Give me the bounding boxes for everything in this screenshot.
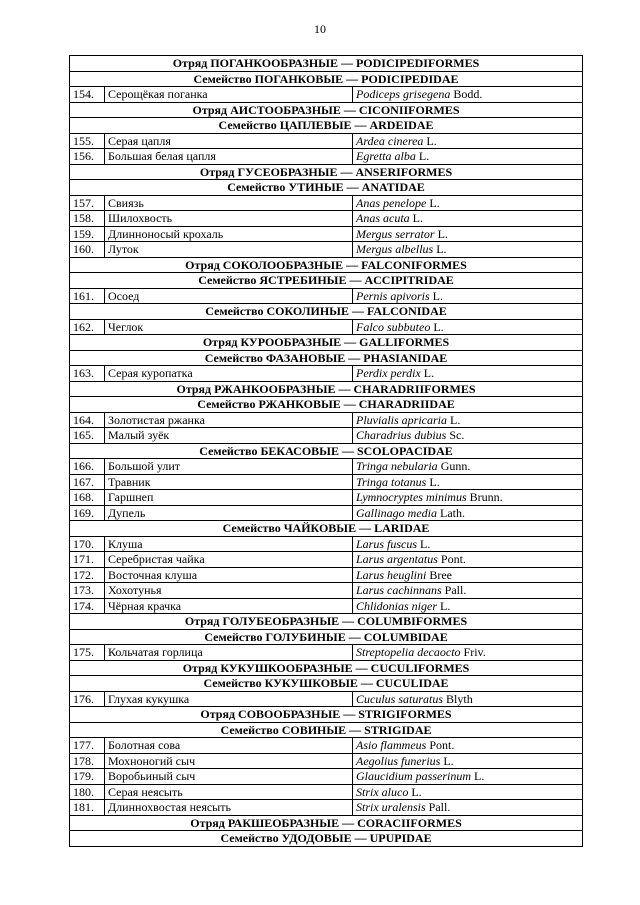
species-latin-cell (353, 753, 583, 769)
species-russian-name: Большая белая цапля (105, 149, 353, 165)
family-heading: Семейство СОКОЛИНЫЕ — FALCONIDAE (70, 304, 583, 320)
species-number: 176. (70, 691, 105, 707)
species-author: L. (471, 769, 485, 784)
species-author: L. (429, 288, 444, 303)
species-row (70, 505, 583, 521)
species-latin-cell (353, 87, 583, 103)
species-latin-name: Lymnocryptes minimus (356, 490, 467, 505)
order-heading: Отряд КУРООБРАЗНЫЕ — GALLIFORMES (70, 335, 583, 351)
species-latin-cell (353, 412, 583, 428)
family-heading-row (70, 118, 583, 134)
species-latin-cell (353, 195, 583, 211)
species-author: L. (430, 319, 444, 334)
species-latin-name: Larus heuglini (356, 567, 427, 582)
species-number: 157. (70, 195, 105, 211)
species-russian-name: Серая неясыть (105, 784, 353, 800)
family-heading: Семейство БЕКАСОВЫЕ — SCOLOPACIDAE (70, 443, 583, 459)
order-heading-row (70, 56, 583, 72)
species-latin-name: Anas penelope (356, 195, 427, 210)
species-latin-name: Strix uralensis (356, 800, 426, 815)
species-latin-cell (353, 474, 583, 490)
species-row (70, 738, 583, 754)
species-latin-name: Falco subbuteo (356, 319, 431, 334)
species-author: L. (423, 133, 437, 148)
family-heading-row (70, 676, 583, 692)
species-row (70, 567, 583, 583)
species-number: 163. (70, 366, 105, 382)
order-heading: Отряд РАКШЕОБРАЗНЫЕ — CORACIIFORMES (70, 815, 583, 831)
order-heading-row (70, 102, 583, 118)
family-heading: Семейство УТИНЫЕ — ANATIDAE (70, 180, 583, 196)
species-number: 162. (70, 319, 105, 335)
species-number: 167. (70, 474, 105, 490)
species-row (70, 412, 583, 428)
species-russian-name: Кольчатая горлица (105, 645, 353, 661)
species-number: 175. (70, 645, 105, 661)
species-russian-name: Чеглок (105, 319, 353, 335)
family-heading: Семейство КУКУШКОВЫЕ — CUCULIDAE (70, 676, 583, 692)
species-row (70, 195, 583, 211)
species-number: 181. (70, 800, 105, 816)
species-author: Gunn. (437, 459, 471, 474)
species-row (70, 645, 583, 661)
species-russian-name: Серощёкая поганка (105, 87, 353, 103)
page-number: 10 (314, 22, 326, 36)
family-heading-row (70, 397, 583, 413)
species-latin-name: Larus cachinnans (356, 583, 442, 598)
species-author: Pont. (437, 552, 466, 567)
species-author: Pont. (426, 738, 455, 753)
species-latin-name: Tringa nebularia (356, 459, 438, 474)
species-russian-name: Длиннохвостая неясыть (105, 800, 353, 816)
species-latin-name: Mergus serrator (356, 226, 435, 241)
species-row (70, 242, 583, 258)
order-heading: Отряд ГУСЕОБРАЗНЫЕ — ANSERIFORMES (70, 164, 583, 180)
species-number: 174. (70, 598, 105, 614)
order-heading: Отряд КУКУШКООБРАЗНЫЕ — CUCULIFORMES (70, 660, 583, 676)
species-latin-cell (353, 567, 583, 583)
species-latin-name: Perdix perdix (356, 366, 421, 381)
species-latin-cell (353, 319, 583, 335)
species-row (70, 288, 583, 304)
species-latin-cell (353, 769, 583, 785)
order-heading-row (70, 660, 583, 676)
species-number: 165. (70, 428, 105, 444)
species-row (70, 800, 583, 816)
species-row (70, 552, 583, 568)
species-latin-name: Egretta alba (356, 149, 416, 164)
species-russian-name: Малый зуёк (105, 428, 353, 444)
family-heading: Семейство ЦАПЛЕВЫЕ — ARDEIDAE (70, 118, 583, 134)
species-author: L. (440, 753, 454, 768)
family-heading: Семейство ЧАЙКОВЫЕ — LARIDAE (70, 521, 583, 537)
order-heading-row (70, 257, 583, 273)
species-latin-cell (353, 505, 583, 521)
order-heading: Отряд ПОГАНКООБРАЗНЫЕ — PODICIPEDIFORMES (70, 56, 583, 72)
species-latin-cell (353, 242, 583, 258)
species-latin-cell (353, 583, 583, 599)
species-russian-name: Глухая кукушка (105, 691, 353, 707)
species-russian-name: Длинноносый крохаль (105, 226, 353, 242)
species-author: L. (437, 598, 451, 613)
species-author: L. (426, 195, 440, 210)
species-author: L. (434, 226, 448, 241)
species-number: 171. (70, 552, 105, 568)
species-table-body (70, 56, 583, 847)
species-russian-name: Шилохвость (105, 211, 353, 227)
species-latin-cell (353, 459, 583, 475)
species-latin-cell (353, 226, 583, 242)
family-heading-row (70, 722, 583, 738)
species-number: 159. (70, 226, 105, 242)
species-russian-name: Серая цапля (105, 133, 353, 149)
species-latin-cell (353, 691, 583, 707)
species-latin-name: Charadrius dubius (356, 428, 447, 443)
species-number: 178. (70, 753, 105, 769)
species-row (70, 366, 583, 382)
species-russian-name: Гаршнеп (105, 490, 353, 506)
species-author: Lath. (437, 505, 465, 520)
species-author: L. (417, 536, 431, 551)
species-row (70, 474, 583, 490)
species-latin-name: Mergus albellus (356, 242, 434, 257)
species-russian-name: Луток (105, 242, 353, 258)
species-number: 158. (70, 211, 105, 227)
species-latin-cell (353, 366, 583, 382)
species-latin-name: Larus fuscus (356, 536, 418, 551)
species-russian-name: Чёрная крачка (105, 598, 353, 614)
species-russian-name: Мохноногий сыч (105, 753, 353, 769)
species-number: 155. (70, 133, 105, 149)
species-number: 161. (70, 288, 105, 304)
species-russian-name: Болотная сова (105, 738, 353, 754)
species-latin-name: Streptopelia decaocto (356, 645, 461, 660)
species-table (69, 55, 583, 847)
species-russian-name: Свиязь (105, 195, 353, 211)
family-heading-row (70, 273, 583, 289)
species-latin-name: Asio flammeus (356, 738, 427, 753)
species-russian-name: Травник (105, 474, 353, 490)
species-russian-name: Воробьиный сыч (105, 769, 353, 785)
family-heading-row (70, 443, 583, 459)
species-row (70, 459, 583, 475)
family-heading-row (70, 831, 583, 847)
species-author: Friv. (460, 645, 486, 660)
species-row (70, 133, 583, 149)
order-heading-row (70, 335, 583, 351)
species-latin-name: Pernis apivoris (356, 288, 430, 303)
family-heading: Семейство ПОГАНКОВЫЕ — PODICIPEDIDAE (70, 71, 583, 87)
species-latin-cell (353, 133, 583, 149)
species-russian-name: Осоед (105, 288, 353, 304)
species-author: Pall. (441, 583, 467, 598)
species-row (70, 149, 583, 165)
species-latin-cell (353, 490, 583, 506)
species-row (70, 583, 583, 599)
family-heading: Семейство ЯСТРЕБИНЫЕ — ACCIPITRIDAE (70, 273, 583, 289)
species-number: 164. (70, 412, 105, 428)
species-author: L. (447, 412, 461, 427)
order-heading: Отряд ГОЛУБЕОБРАЗНЫЕ — COLUMBIFORMES (70, 614, 583, 630)
species-latin-name: Podiceps grisegena (356, 87, 451, 102)
species-number: 173. (70, 583, 105, 599)
species-latin-name: Tringa totanus (356, 474, 427, 489)
species-number: 169. (70, 505, 105, 521)
species-latin-cell (353, 211, 583, 227)
family-heading-row (70, 521, 583, 537)
species-row (70, 536, 583, 552)
species-author: Sc. (446, 428, 465, 443)
order-heading-row (70, 164, 583, 180)
species-latin-cell (353, 428, 583, 444)
order-heading-row (70, 815, 583, 831)
species-row (70, 319, 583, 335)
species-author: L. (409, 211, 424, 226)
order-heading: Отряд АИСТООБРАЗНЫЕ — CICONIIFORMES (70, 102, 583, 118)
order-heading-row (70, 707, 583, 723)
species-row (70, 87, 583, 103)
species-author: Bree (426, 567, 452, 582)
species-latin-cell (353, 645, 583, 661)
species-latin-cell (353, 598, 583, 614)
species-russian-name: Дупель (105, 505, 353, 521)
species-number: 172. (70, 567, 105, 583)
species-latin-name: Anas acuta (356, 211, 410, 226)
species-russian-name: Клуша (105, 536, 353, 552)
species-author: L. (420, 366, 435, 381)
species-latin-cell (353, 784, 583, 800)
species-russian-name: Золотистая ржанка (105, 412, 353, 428)
species-latin-name: Gallinago media (356, 505, 437, 520)
species-latin-name: Glaucidium passerinum (356, 769, 471, 784)
species-number: 166. (70, 459, 105, 475)
species-russian-name: Большой улит (105, 459, 353, 475)
species-russian-name: Серая куропатка (105, 366, 353, 382)
species-row (70, 784, 583, 800)
species-author: Blyth (443, 691, 473, 706)
species-author: L. (415, 149, 430, 164)
order-heading: Отряд РЖАНКООБРАЗНЫЕ — CHARADRIIFORMES (70, 381, 583, 397)
species-row (70, 428, 583, 444)
family-heading: Семейство ФАЗАНОВЫЕ — PHASIANIDAE (70, 350, 583, 366)
species-number: 156. (70, 149, 105, 165)
species-row (70, 490, 583, 506)
species-latin-cell (353, 800, 583, 816)
family-heading-row (70, 350, 583, 366)
order-heading: Отряд СОВООБРАЗНЫЕ — STRIGIFORMES (70, 707, 583, 723)
species-row (70, 226, 583, 242)
species-latin-name: Cuculus saturatus (356, 691, 444, 706)
species-author: L. (426, 474, 440, 489)
species-latin-cell (353, 552, 583, 568)
species-number: 170. (70, 536, 105, 552)
species-russian-name: Серебристая чайка (105, 552, 353, 568)
species-russian-name: Хохотунья (105, 583, 353, 599)
species-latin-name: Ardea cinerea (356, 133, 424, 148)
species-row (70, 769, 583, 785)
order-heading-row (70, 614, 583, 630)
species-latin-name: Larus argentatus (356, 552, 438, 567)
species-number: 177. (70, 738, 105, 754)
family-heading: Семейство ГОЛУБИНЫЕ — COLUMBIDAE (70, 629, 583, 645)
species-number: 179. (70, 769, 105, 785)
species-row (70, 753, 583, 769)
species-russian-name: Восточная клуша (105, 567, 353, 583)
family-heading-row (70, 71, 583, 87)
species-latin-cell (353, 738, 583, 754)
order-heading-row (70, 381, 583, 397)
species-author: L. (408, 784, 422, 799)
species-latin-cell (353, 149, 583, 165)
species-latin-cell (353, 288, 583, 304)
order-heading: Отряд СОКОЛООБРАЗНЫЕ — FALCONIFORMES (70, 257, 583, 273)
family-heading: Семейство УДОДОВЫЕ — UPUPIDAE (70, 831, 583, 847)
species-latin-name: Aegolius funerius (356, 753, 441, 768)
species-author: Brunn. (466, 490, 503, 505)
family-heading: Семейство СОВИНЫЕ — STRIGIDAE (70, 722, 583, 738)
family-heading-row (70, 629, 583, 645)
species-latin-name: Strix aluco (356, 784, 409, 799)
species-latin-name: Chlidonias niger (356, 598, 438, 613)
species-number: 180. (70, 784, 105, 800)
species-author: Pall. (425, 800, 451, 815)
species-row (70, 598, 583, 614)
species-number: 168. (70, 490, 105, 506)
species-row (70, 691, 583, 707)
family-heading: Семейство РЖАНКОВЫЕ — CHARADRIIDAE (70, 397, 583, 413)
species-number: 160. (70, 242, 105, 258)
family-heading-row (70, 304, 583, 320)
species-row (70, 211, 583, 227)
species-author: Bodd. (450, 87, 483, 102)
species-number: 154. (70, 87, 105, 103)
species-latin-name: Pluvialis apricaria (356, 412, 447, 427)
species-author: L. (433, 242, 447, 257)
species-latin-cell (353, 536, 583, 552)
family-heading-row (70, 180, 583, 196)
